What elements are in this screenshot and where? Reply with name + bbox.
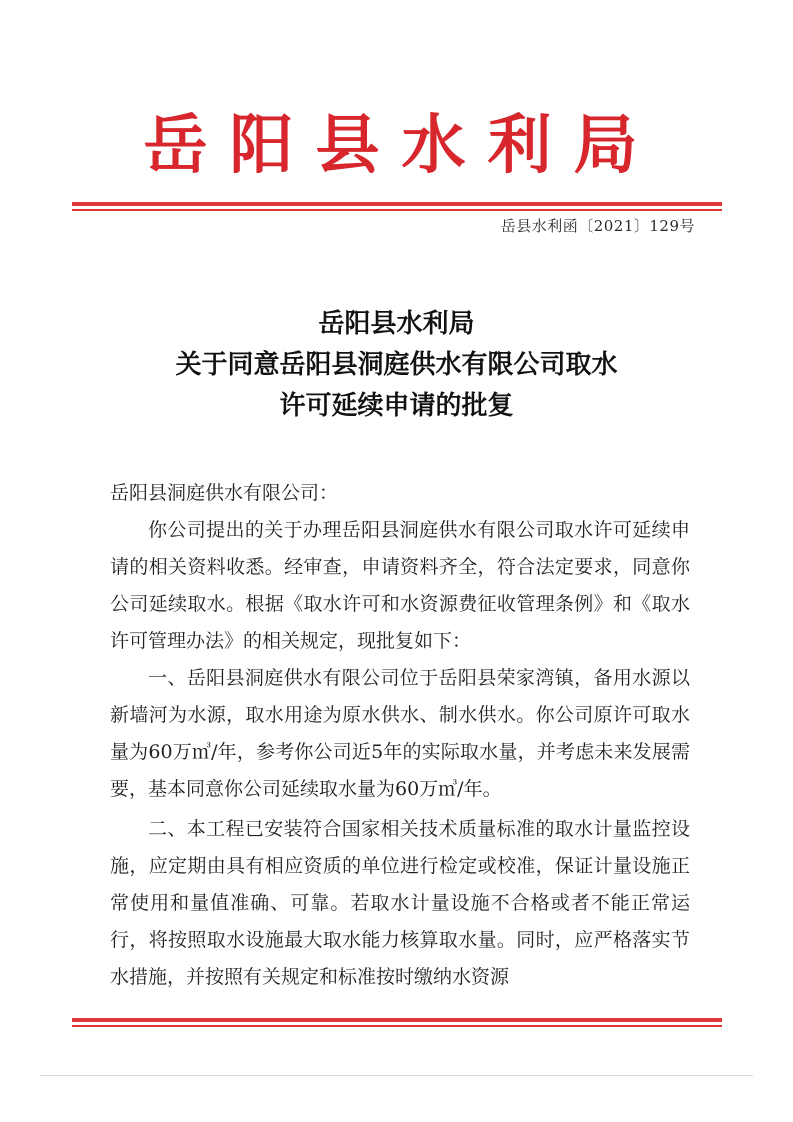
- title-line-1: 岳阳县水利局: [318, 309, 475, 339]
- body-paragraph-item-1: 一、岳阳县洞庭供水有限公司位于岳阳县荣家湾镇，备用水源以新墙河为水源，取水用途为原水供水、制水供水。你公司原许可取水量为60万㎥/年，参考你公司近5年的实际取水量，并考虑未来发展需要，基本同意你公司延续取水量为60万㎥/年。: [110, 667, 690, 800]
- title-line-3: 许可延续申请的批复: [279, 391, 514, 421]
- salutation: 岳阳县洞庭供水有限公司：: [110, 482, 339, 504]
- body-paragraph-item-2: 二、本工程已安装符合国家相关技术质量标准的取水计量监控设施，应定期由具有相应资质的单位进行检定或校准，保证计量设施正常使用和量值准确、可靠。若取水计量设施不合格或者不能正常运行，将按照取水设施最大取水能力核算取水量。同时，应严格落实节水措施，并按照有关规定和标准按时缴纳水资源: [110, 818, 690, 988]
- document-number: 岳县水利函〔2021〕129号: [500, 217, 695, 235]
- scan-edge-line: [40, 1075, 753, 1076]
- header-red-rule-thick: [72, 202, 722, 206]
- header-red-rule-thin: [72, 209, 722, 211]
- title-line-2: 关于同意岳阳县洞庭供水有限公司取水: [175, 350, 618, 380]
- issuing-authority-header: 岳阳县水利局: [143, 108, 660, 183]
- document-body: [110, 475, 690, 996]
- body-paragraph-intro: 你公司提出的关于办理岳阳县洞庭供水有限公司取水许可延续申请的相关资料收悉。经审查，申请资料齐全，符合法定要求，同意你公司延续取水。根据《取水许可和水资源费征收管理条例》和《取水许可管理办法》的相关规定，现批复如下：: [110, 519, 690, 652]
- document-title: [0, 304, 793, 427]
- footer-red-rule-thick: [72, 1018, 722, 1022]
- footer-red-rule-thin: [72, 1025, 722, 1027]
